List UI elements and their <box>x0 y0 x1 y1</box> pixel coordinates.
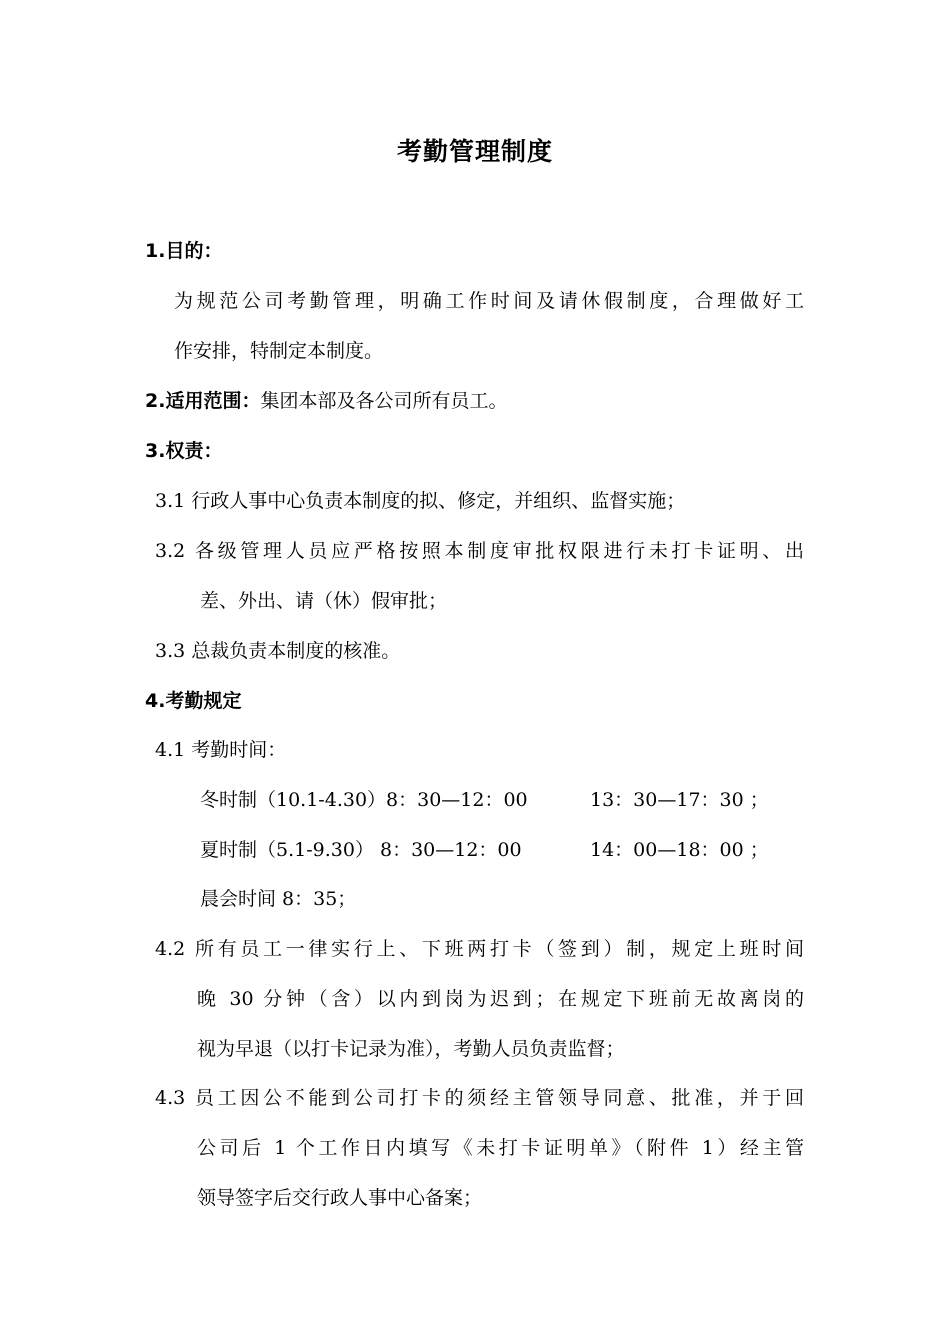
rule-4-2-line-2: 晚 30 分钟（含）以内到岗为迟到；在规定下班前无故离岗的 <box>197 988 804 1010</box>
section-heading-scope: 2.适用范围： <box>145 390 261 412</box>
summer-schedule-pm: 14：00—18：00 ； <box>590 839 769 861</box>
purpose-text-line-1: 为规范公司考勤管理，明确工作时间及请休假制度，合理做好工 <box>174 290 804 312</box>
responsibility-item-3-2-line-2: 差、外出、请（休）假审批； <box>200 590 448 612</box>
rule-4-3-line-2: 公司后 1 个工作日内填写《未打卡证明单》（附件 1）经主管 <box>197 1137 804 1159</box>
scope-text: 集团本部及各公司所有员工。 <box>260 390 508 412</box>
rule-4-1-label: 4.1 考勤时间： <box>155 739 287 761</box>
winter-schedule-pm: 13：30—17：30 ； <box>590 789 769 811</box>
rule-4-2-line-3: 视为早退（以打卡记录为准），考勤人员负责监督； <box>197 1038 625 1060</box>
winter-schedule-am: 冬时制（10.1-4.30）8：30—12：00 <box>200 789 528 811</box>
section-heading-purpose: 1.目的： <box>145 240 223 262</box>
scope-paragraph <box>145 386 507 416</box>
responsibility-item-3-2-line-1: 3.2 各级管理人员应严格按照本制度审批权限进行未打卡证明、出 <box>155 540 804 562</box>
purpose-text-line-2: 作安排，特制定本制度。 <box>174 340 384 362</box>
responsibility-item-3-1: 3.1 行政人事中心负责本制度的拟、修定，并组织、监督实施； <box>155 490 686 512</box>
rule-4-3-line-1: 4.3 员工因公不能到公司打卡的须经主管领导同意、批准，并于回 <box>155 1087 804 1109</box>
responsibility-item-3-3: 3.3 总裁负责本制度的核准。 <box>155 640 401 662</box>
morning-meeting-time: 晨会时间 8：35； <box>200 888 357 910</box>
rule-4-2-line-1: 4.2 所有员工一律实行上、下班两打卡（签到）制，规定上班时间 <box>155 938 804 960</box>
section-heading-attendance-rules: 4.考勤规定 <box>145 690 242 712</box>
rule-4-3-line-3: 领导签字后交行政人事中心备案； <box>197 1187 483 1209</box>
summer-schedule-am: 夏时制（5.1-9.30） 8：30—12：00 <box>200 839 522 861</box>
section-heading-responsibilities: 3.权责： <box>145 440 223 462</box>
page-title: 考勤管理制度 <box>396 137 553 166</box>
